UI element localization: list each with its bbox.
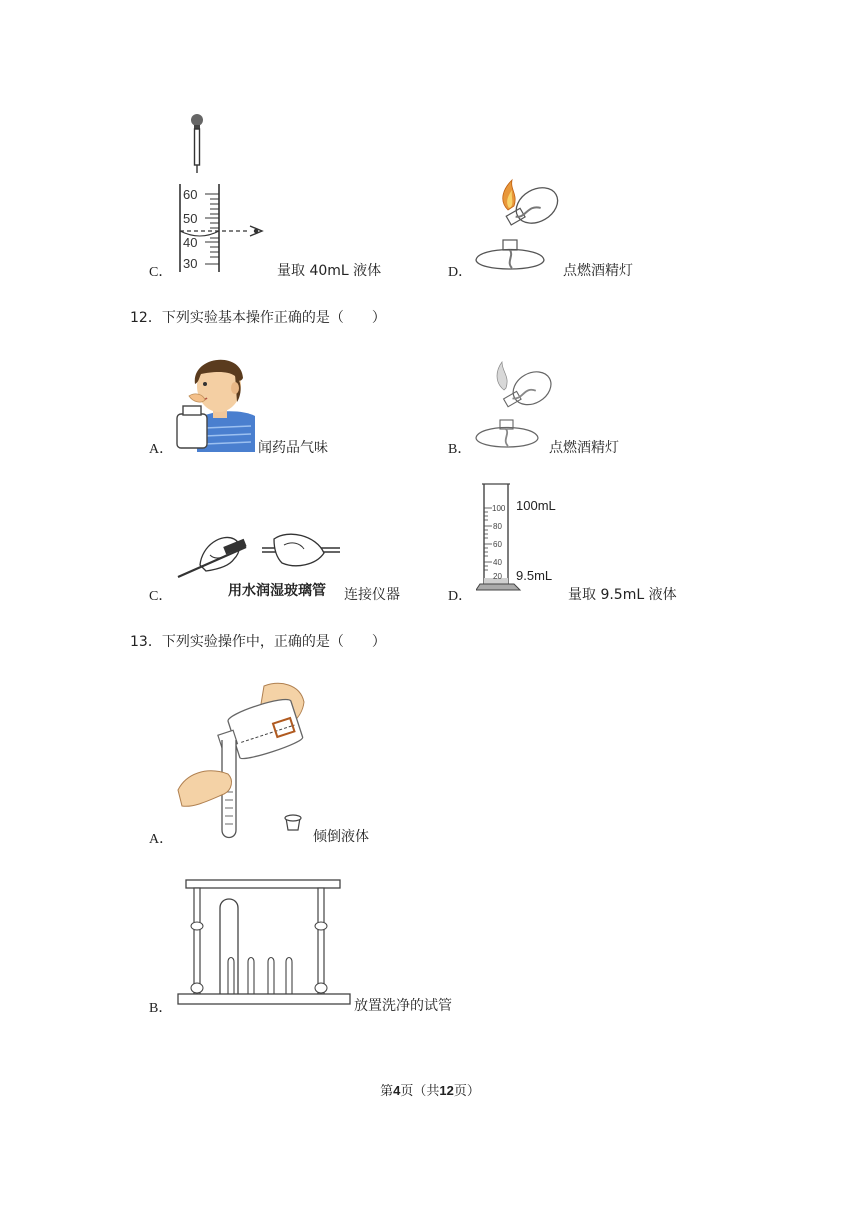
figure-lamp-to-lamp-b xyxy=(470,360,560,452)
option-letter-b: B． xyxy=(448,442,472,457)
option-caption-a: 闻药品气味 xyxy=(258,440,328,456)
figure-test-tube-rack xyxy=(176,878,354,1008)
page-footer xyxy=(0,1080,860,1099)
cylinder-tick-label: 40 xyxy=(183,235,198,250)
question-13-stem: 13．下列实验操作中，正确的是（ ） xyxy=(130,634,386,650)
footer-page-number: 4 xyxy=(393,1083,401,1098)
cylinder-tick-label: 60 xyxy=(183,187,198,202)
image-caption: 用水润湿玻璃管 xyxy=(228,582,326,598)
option-caption-d: 量取 9.5mL 液体 xyxy=(568,587,677,603)
cylinder-capacity-label: 100mL xyxy=(516,498,556,513)
option-caption-c: 量取 40mL 液体 xyxy=(277,263,382,279)
option-letter-c: C． xyxy=(149,265,173,280)
figure-100ml-cylinder xyxy=(476,482,576,594)
option-letter-d: D． xyxy=(448,265,473,280)
figure-smell-odor xyxy=(175,352,257,452)
cylinder-tick-label: 50 xyxy=(183,211,198,226)
figure-wet-glass-tube xyxy=(176,525,344,601)
option-letter-a: A． xyxy=(149,832,174,847)
question-12-stem: 12．下列实验基本操作正确的是（ ） xyxy=(130,310,386,326)
option-caption-d: 点燃酒精灯 xyxy=(563,263,633,279)
figure-cylinder-reading xyxy=(170,108,270,278)
cylinder-tick-label: 30 xyxy=(183,256,198,271)
option-letter-a: A． xyxy=(149,442,174,457)
option-caption-a: 倾倒液体 xyxy=(313,829,369,845)
option-letter-d: D． xyxy=(448,589,473,604)
option-caption-b: 放置洗净的试管 xyxy=(354,998,452,1014)
cylinder-tick-label: 40 xyxy=(493,558,502,567)
figure-lamp-to-lamp xyxy=(468,176,568,276)
cylinder-tick-label: 60 xyxy=(493,540,502,549)
footer-total-pages: 12 xyxy=(439,1083,454,1098)
footer-prefix: 第 xyxy=(380,1084,394,1099)
option-caption-c: 连接仪器 xyxy=(344,587,400,603)
footer-suffix: 页） xyxy=(453,1084,480,1099)
cylinder-tick-label: 20 xyxy=(493,572,502,581)
footer-middle: 页（共 xyxy=(400,1084,440,1099)
option-caption-b: 点燃酒精灯 xyxy=(549,440,619,456)
cylinder-volume-label: 9.5mL xyxy=(516,568,553,583)
cylinder-tick-label: 80 xyxy=(493,522,502,531)
cylinder-tick-label: 100 xyxy=(492,504,506,513)
figure-pour-liquid xyxy=(176,680,316,840)
option-letter-b: B． xyxy=(149,1001,173,1016)
option-letter-c: C． xyxy=(149,589,173,604)
